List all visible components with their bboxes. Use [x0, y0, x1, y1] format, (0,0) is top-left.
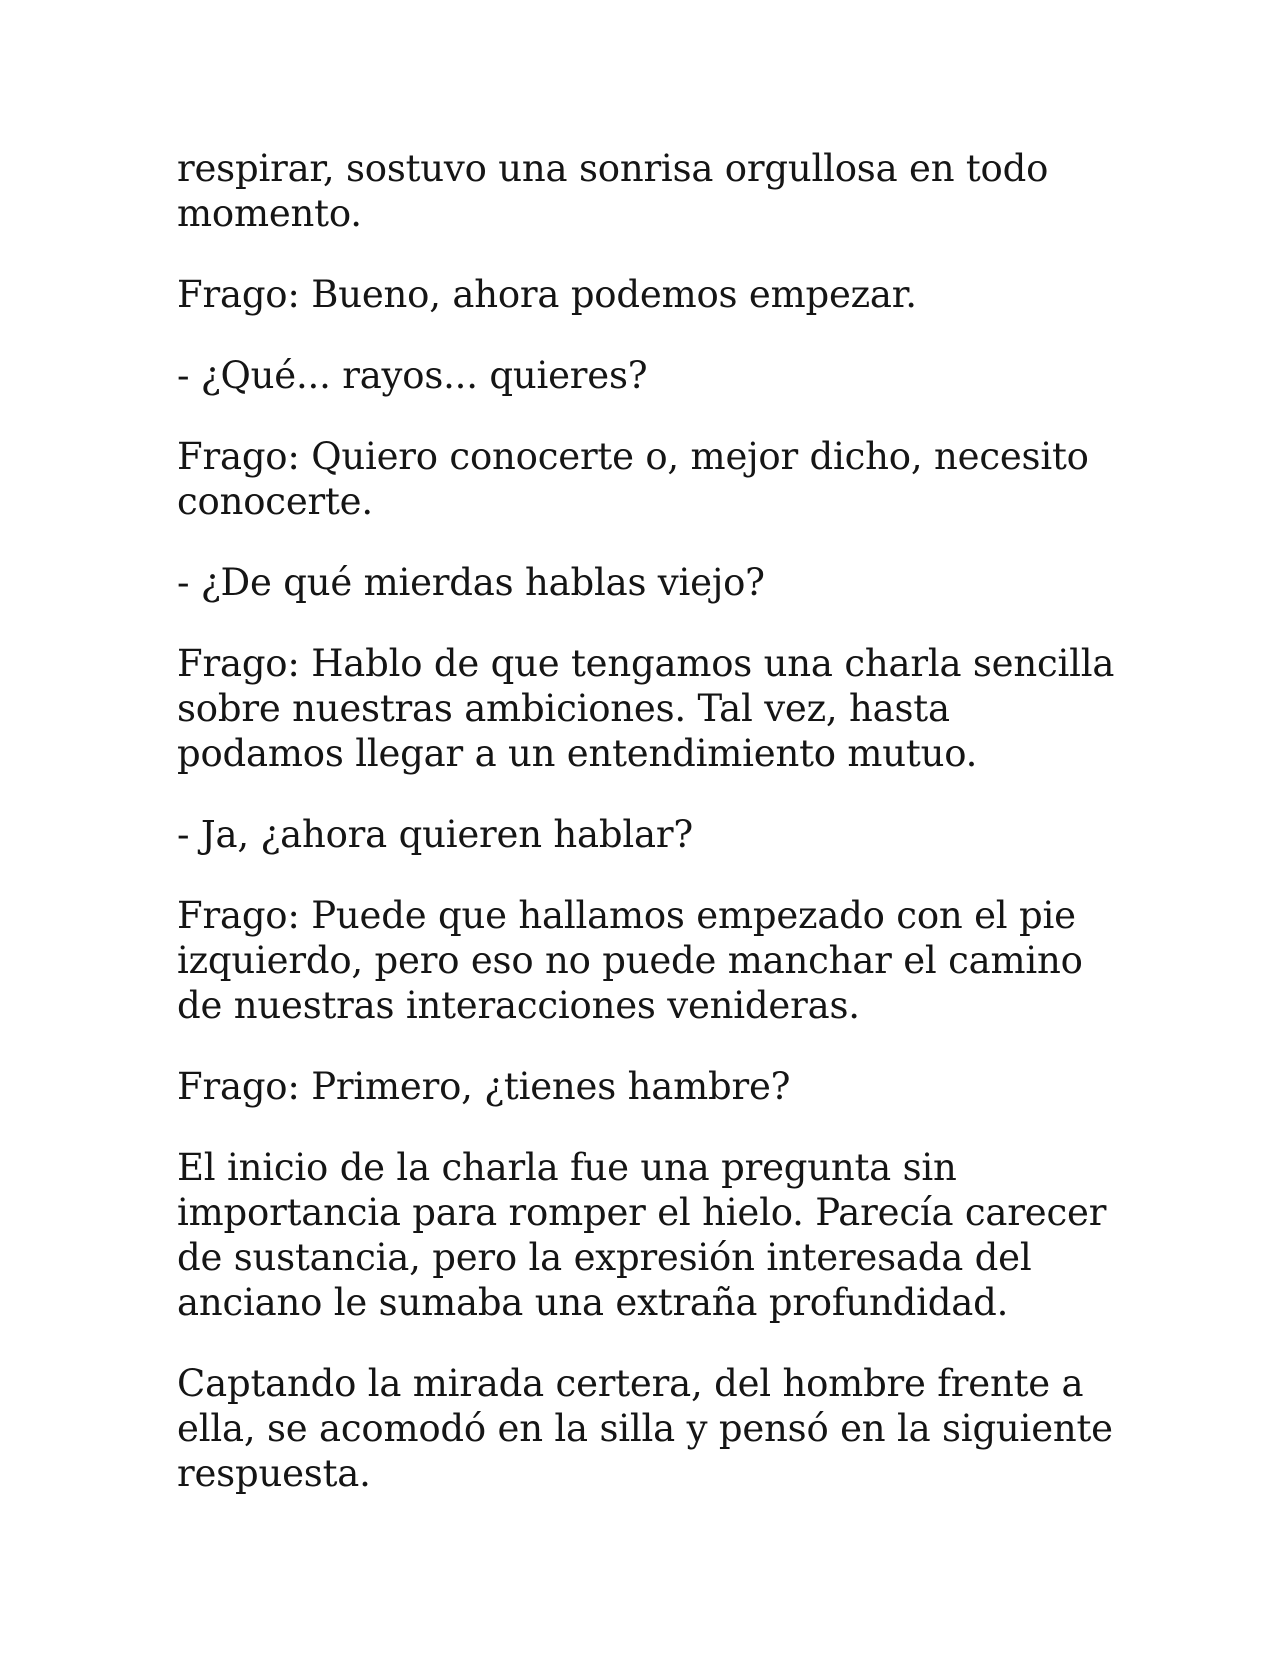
- narration-paragraph: Captando la mirada certera, del hombre frente a ella, se acomodó en la silla y pensó en la siguiente respuesta.: [177, 1362, 1113, 1495]
- dialogue-reply: - ¿Qué... rayos... quieres?: [177, 354, 648, 397]
- dialogue-frago: Frago: Quiero conocerte o, mejor dicho, necesito conocerte.: [177, 435, 1089, 523]
- dialogue-reply: - ¿De qué mierdas hablas viejo?: [177, 561, 765, 604]
- dialogue-frago: Frago: Hablo de que tengamos una charla sencilla sobre nuestras ambiciones. Tal vez, hasta podamos llegar a un entendimiento mutuo.: [177, 642, 1115, 775]
- dialogue-frago: Frago: Puede que hallamos empezado con el pie izquierdo, pero eso no puede manchar el camino de nuestras interacciones venideras.: [177, 894, 1083, 1027]
- document-page: [177, 146, 1127, 1496]
- dialogue-frago: Frago: Primero, ¿tienes hambre?: [177, 1065, 791, 1108]
- dialogue-reply: - Ja, ¿ahora quieren hablar?: [177, 813, 693, 856]
- narration-paragraph: respirar, sostuvo una sonrisa orgullosa en todo momento.: [177, 147, 1049, 235]
- dialogue-frago: Frago: Bueno, ahora podemos empezar.: [177, 273, 917, 316]
- narration-paragraph: El inicio de la charla fue una pregunta sin importancia para romper el hielo. Parecía carecer de sustancia, pero la expresión interesada del anciano le sumaba una extraña profundidad.: [177, 1146, 1107, 1324]
